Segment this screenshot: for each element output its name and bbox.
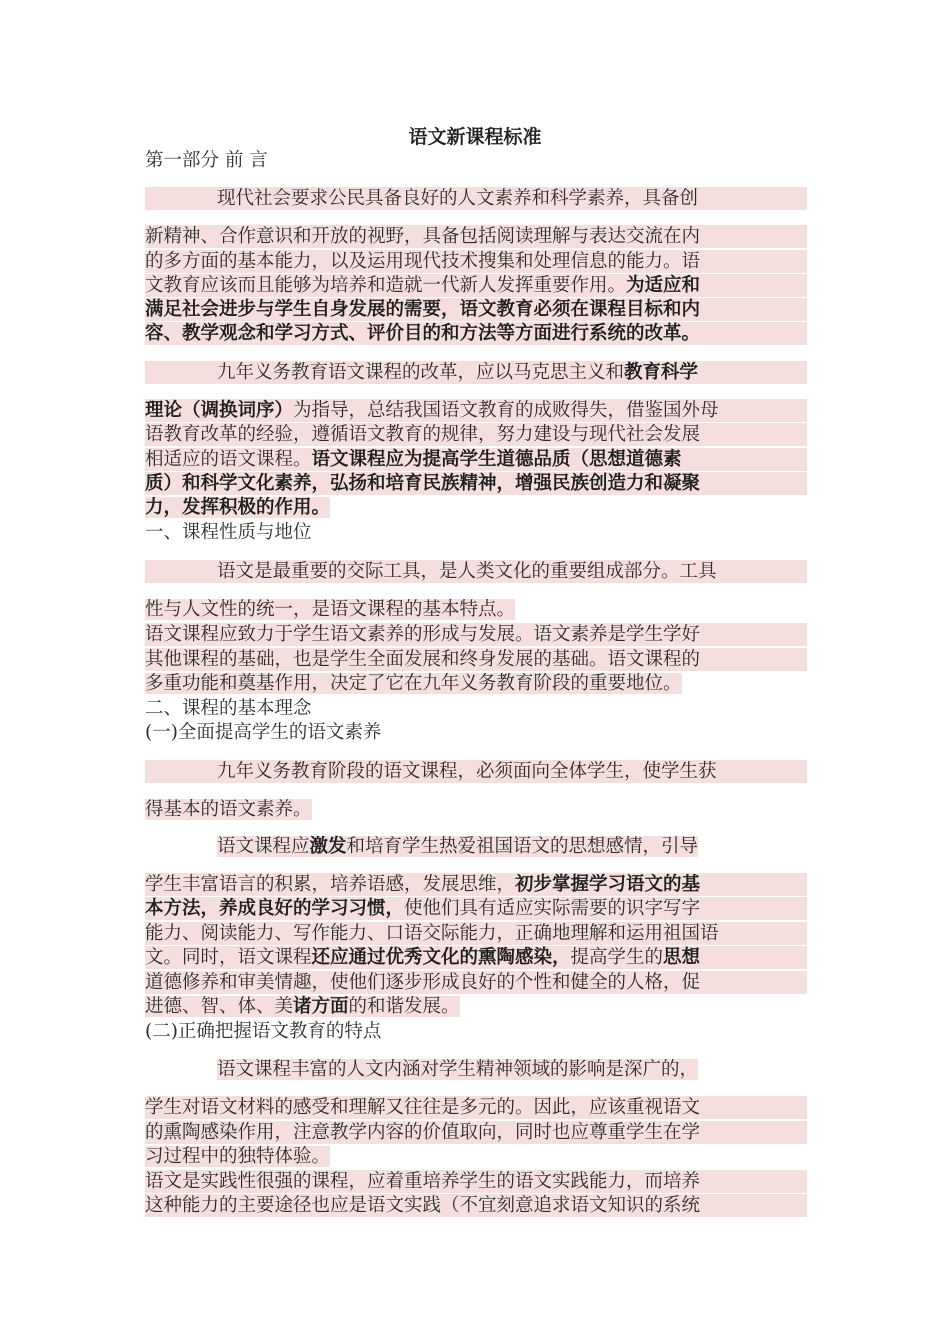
paragraph-line: 习过程中的独特体验。 [145,1146,331,1167]
paragraph-line: 性与人文性的统一，是语文课程的基本特点。 [145,599,516,620]
paragraph-line: 新精神、合作意识和开放的视野，具备包括阅读理解与表达交流在内 [145,225,807,248]
subsection-heading: (一)全面提高学生的语文素养 [145,722,382,743]
paragraph-line: 学生对语文材料的感受和理解又往往是多元的。因此，应该重视语文 [145,1096,807,1119]
part-heading: 第一部分 前 言 [145,150,268,171]
paragraph-line: 语文课程应致力于学生语文素养的形成与发展。语文素养是学生学好 [145,623,807,646]
section-heading: 一、课程性质与地位 [145,522,312,543]
paragraph-line: 力，发挥积极的作用。 [145,497,331,518]
paragraph-line: 九年义务教育阶段的语文课程，必须面向全体学生，使学生获 [145,760,807,783]
paragraph-line: 质）和科学文化素养，弘扬和培育民族精神，增强民族创造力和凝聚 [145,472,807,495]
paragraph-line: 现代社会要求公民具备良好的人文素养和科学素养，具备创 [145,187,807,210]
paragraph-line: 学生丰富语言的积累，培养语感，发展思维，初步掌握学习语文的基 [145,873,807,896]
paragraph-line: 多重功能和奠基作用，决定了它在九年义务教育阶段的重要地位。 [145,673,682,694]
paragraph-line: 语文课程丰富的人文内涵对学生精神领域的影响是深广的， [217,1059,699,1080]
paragraph-line: 这种能力的主要途径也应是语文实践（不宜刻意追求语文知识的系统 [145,1194,807,1217]
paragraph-line: 的熏陶感染作用，注意教学内容的价值取向，同时也应尊重学生在学 [145,1121,807,1144]
paragraph-line: 语文课程应激发和培育学生热爱祖国语文的思想感情，引导 [217,836,699,857]
paragraph-line: 本方法，养成良好的学习习惯，使他们具有适应实际需要的识字写字 [145,897,807,920]
paragraph-line: 其他课程的基础，也是学生全面发展和终身发展的基础。语文课程的 [145,648,807,671]
paragraph-line: 文。同时，语文课程还应通过优秀文化的熏陶感染，提高学生的思想 [145,946,807,969]
paragraph-line: 九年义务教育语文课程的改革，应以马克思主义和教育科学 [145,361,807,384]
paragraph-line: 语文是实践性很强的课程，应着重培养学生的语文实践能力，而培养 [145,1170,807,1193]
paragraph-line: 得基本的语文素养。 [145,799,312,820]
section-heading: 二、课程的基本理念 [145,698,312,719]
paragraph-line: 的多方面的基本能力，以及运用现代技术搜集和处理信息的能力。语 [145,250,807,273]
subsection-heading: (二)正确把握语文教育的特点 [145,1021,382,1042]
paragraph-line: 理论（调换词序）为指导，总结我国语文教育的成败得失，借鉴国外母 [145,399,807,422]
paragraph-line: 道德修养和审美情趣，使他们逐步形成良好的个性和健全的人格，促 [145,971,807,994]
document-title: 语文新课程标准 [408,126,542,148]
paragraph-line: 能力、阅读能力、写作能力、口语交际能力，正确地理解和运用祖国语 [145,922,807,945]
paragraph-line: 语教育改革的经验，遵循语文教育的规律，努力建设与现代社会发展 [145,423,807,446]
paragraph-line: 相适应的语文课程。语文课程应为提高学生道德品质（思想道德素 [145,448,807,471]
paragraph-line: 容、教学观念和学习方式、评价目的和方法等方面进行系统的改革。 [145,322,807,345]
paragraph-line: 满足社会进步与学生自身发展的需要，语文教育必须在课程目标和内 [145,298,807,321]
paragraph-line: 进德、智、体、美诸方面的和谐发展。 [145,996,460,1017]
paragraph-line: 语文是最重要的交际工具，是人类文化的重要组成部分。工具 [145,560,807,583]
paragraph-line: 文教育应该而且能够为培养和造就一代新人发挥重要作用。为适应和 [145,274,807,297]
